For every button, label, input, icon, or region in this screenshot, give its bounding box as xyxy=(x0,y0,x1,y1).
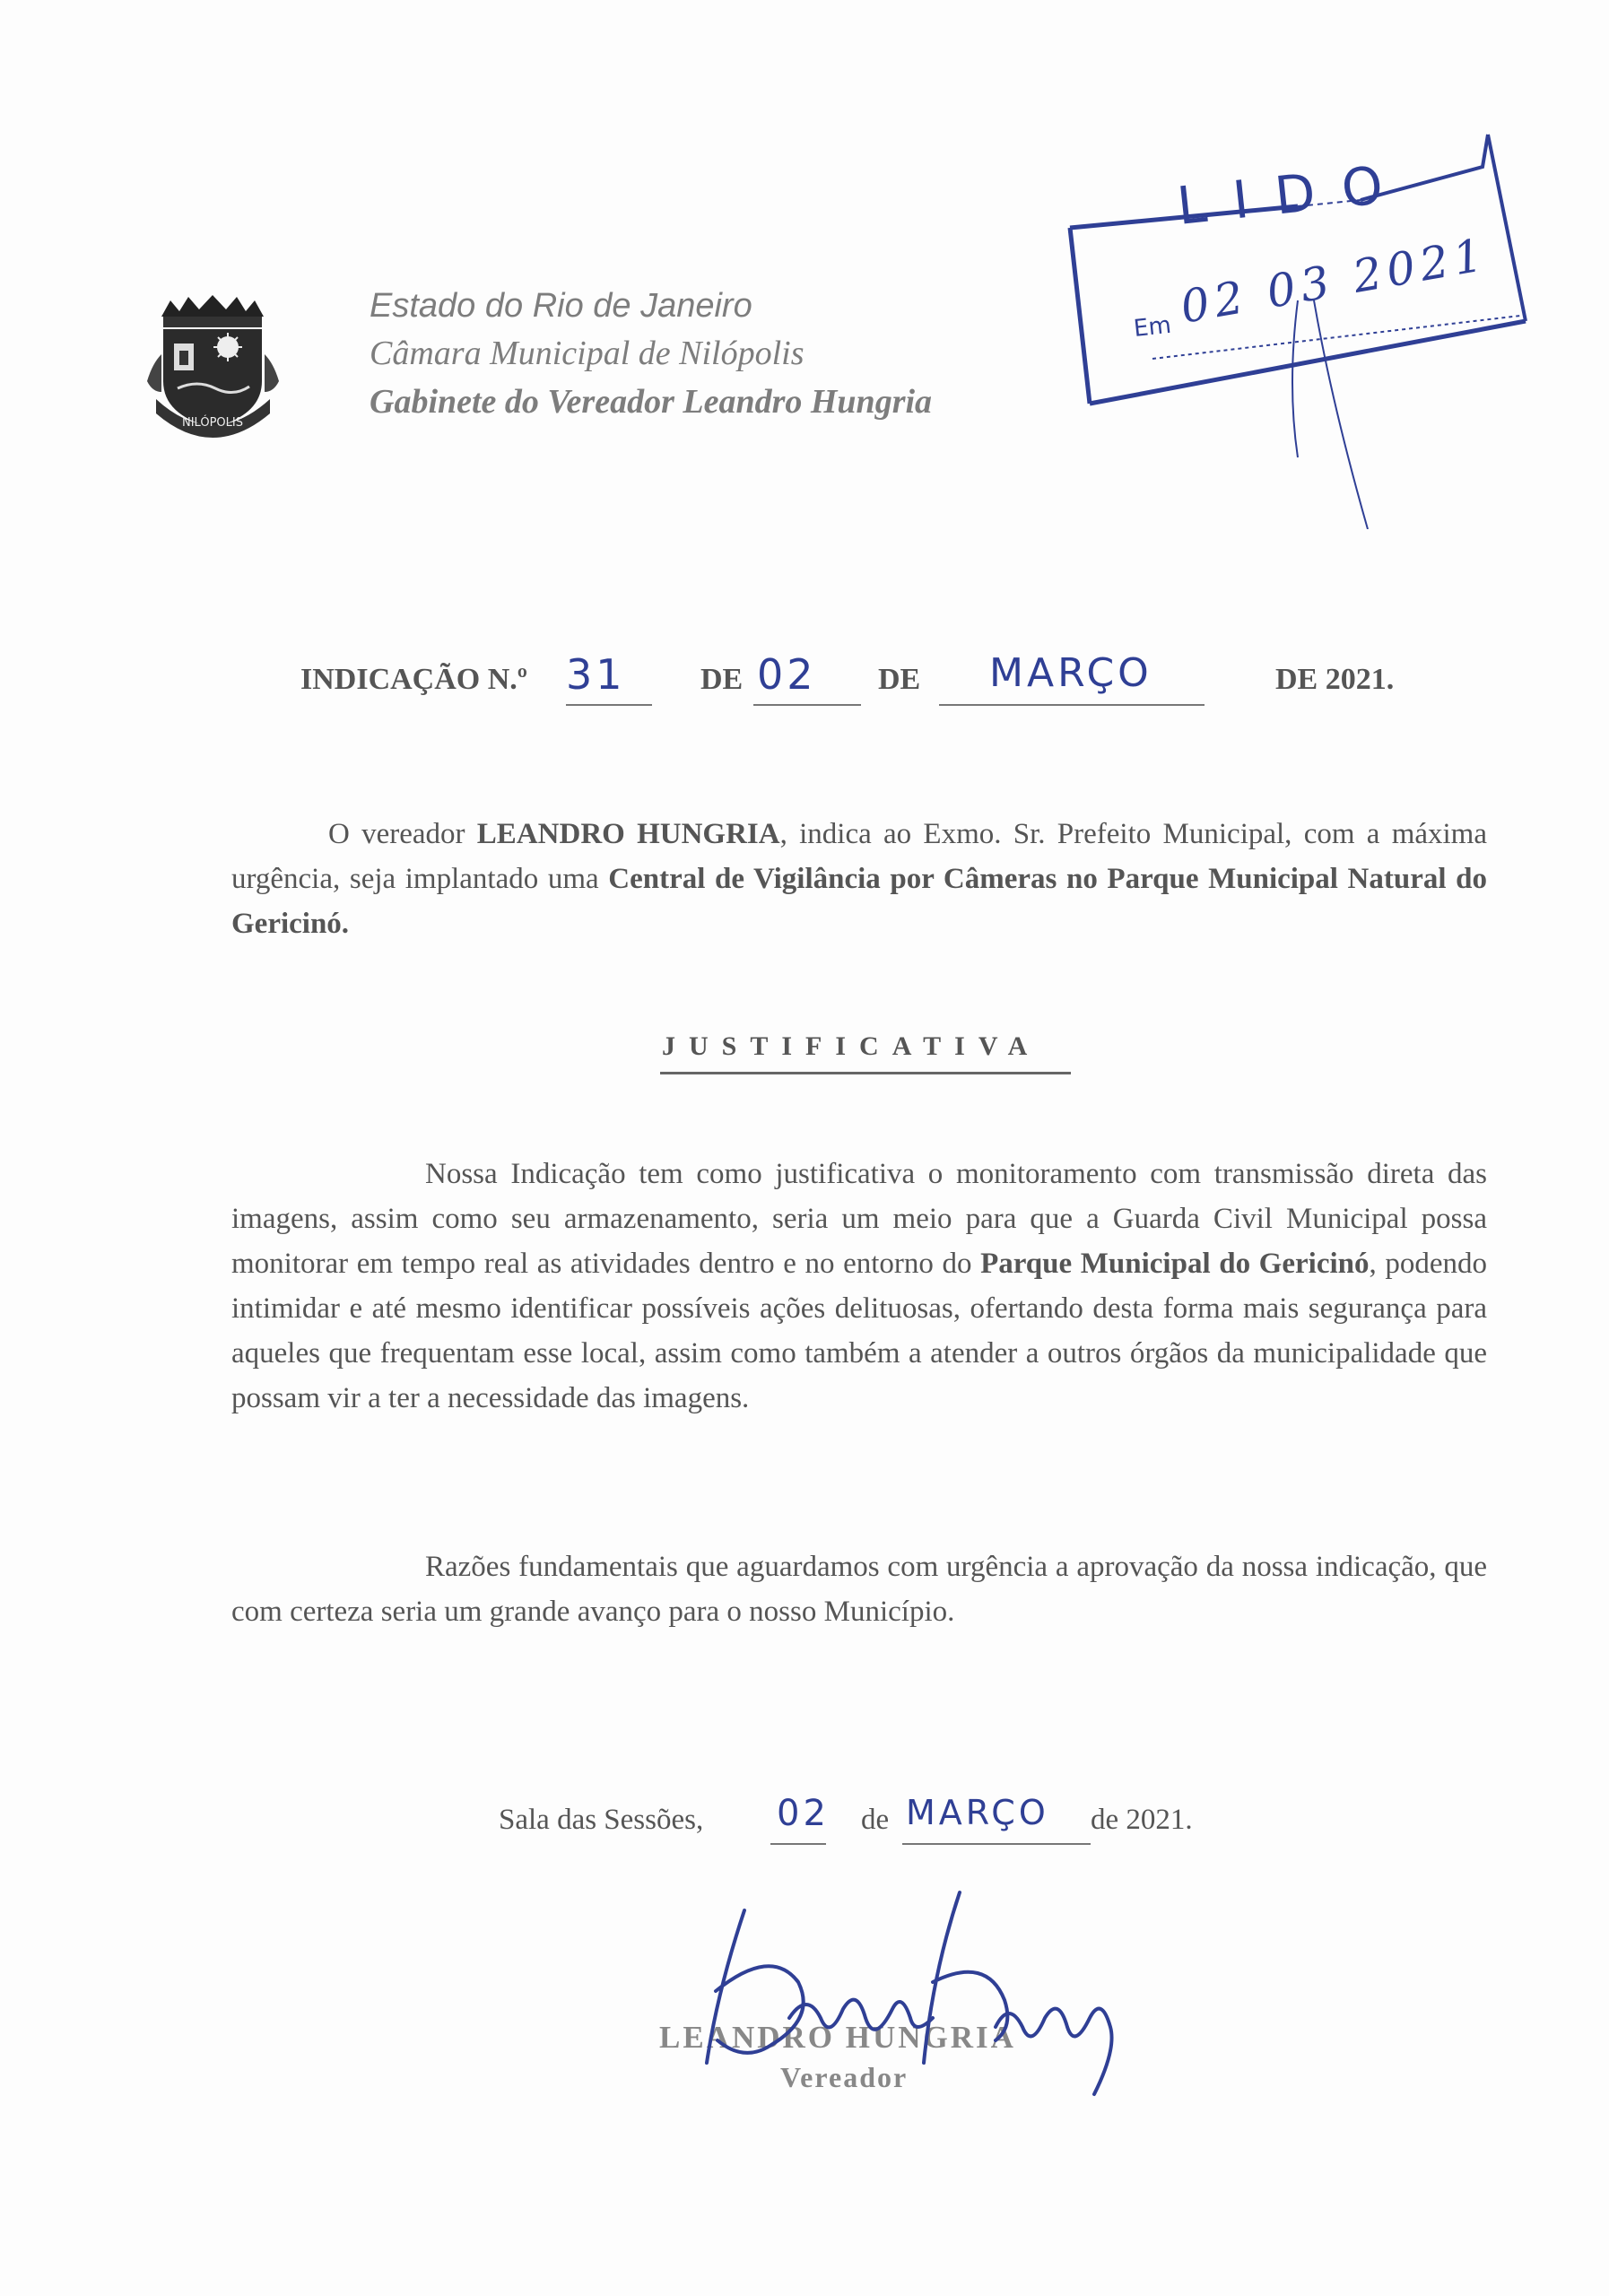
indication-month: MARÇO xyxy=(989,650,1152,696)
indication-day: 02 xyxy=(757,650,817,699)
header-state: Estado do Rio de Janeiro xyxy=(370,287,752,325)
day-underline xyxy=(753,704,861,706)
councillor-name: LEANDRO HUNGRIA xyxy=(476,818,780,850)
header-chamber: Câmara Municipal de Nilópolis xyxy=(370,335,804,372)
indication-number: 31 xyxy=(566,650,626,699)
handwritten-signature xyxy=(664,1883,1130,2108)
intro-text-2: , indica ao Exmo. Sr. Prefeito Municipal, com a máxima urgência, seja implantado uma xyxy=(231,818,1487,895)
number-underline xyxy=(566,704,652,706)
indication-subject: Central de Vigilância por Câmeras no Parque Municipal Natural do Gericinó. xyxy=(231,863,1488,940)
sala-month-underline xyxy=(902,1843,1091,1845)
signatory-role: Vereador xyxy=(780,2061,909,2093)
lido-received-stamp xyxy=(1063,117,1547,529)
title-de-1: DE xyxy=(700,663,744,696)
crest-banner-text: NILÓPOLIS xyxy=(182,416,243,430)
municipal-crest-logo xyxy=(144,291,283,439)
justification-paragraph xyxy=(231,1152,1487,1421)
sala-month: MARÇO xyxy=(906,1793,1049,1832)
header-office: Gabinete do Vereador Leandro Hungria xyxy=(370,383,933,421)
stamp-date: 02 03 2021 xyxy=(1177,228,1492,334)
stamp-word: LIDO xyxy=(1174,152,1413,237)
intro-paragraph xyxy=(231,812,1487,946)
intro-text-1: O vereador xyxy=(328,818,477,850)
sala-prefix: Sala das Sessões, xyxy=(499,1804,704,1836)
session-room-date xyxy=(499,1793,1234,1861)
sala-day: 02 xyxy=(777,1793,830,1834)
justification-heading-underline xyxy=(660,1072,1071,1074)
sala-year: de 2021. xyxy=(1091,1804,1193,1836)
title-de-2: DE xyxy=(878,663,921,696)
sala-de: de xyxy=(861,1804,890,1836)
month-underline xyxy=(939,704,1205,706)
signatory-name: LEANDRO HUNGRIA xyxy=(659,2020,1016,2055)
closing-paragraph: Razões fundamentais que aguardamos com urgência a aprovação da nossa indicação, que com certeza seria um grande avanço para o nosso Município. xyxy=(231,1551,1487,1628)
sala-day-underline xyxy=(770,1843,826,1845)
indication-title xyxy=(300,650,1466,722)
justification-text-2: , podendo intimidar e até mesmo identificar possíveis ações delituosas, ofertando desta forma mais segurança para aqueles que frequentam esse local, assim como também a atender a outros órgãos da municipalidade que possam vir a ter a necessidade das imagens. xyxy=(231,1248,1488,1414)
stamp-prefix: Em xyxy=(1132,311,1173,343)
justification-heading: JUSTIFICATIVA xyxy=(662,1031,1041,1061)
title-year: DE 2021. xyxy=(1275,663,1395,696)
justification-text-1: Nossa Indicação tem como justificativa o monitoramento com transmissão direta das imagens, assim como seu armazenamento, seria um meio para que a Guarda Civil Municipal possa monitorar em tempo real as atividades dentro e no entorno do xyxy=(231,1158,1487,1280)
park-name: Parque Municipal do Gericinó xyxy=(980,1248,1370,1280)
title-label: INDICAÇÃO N.º xyxy=(300,663,528,696)
